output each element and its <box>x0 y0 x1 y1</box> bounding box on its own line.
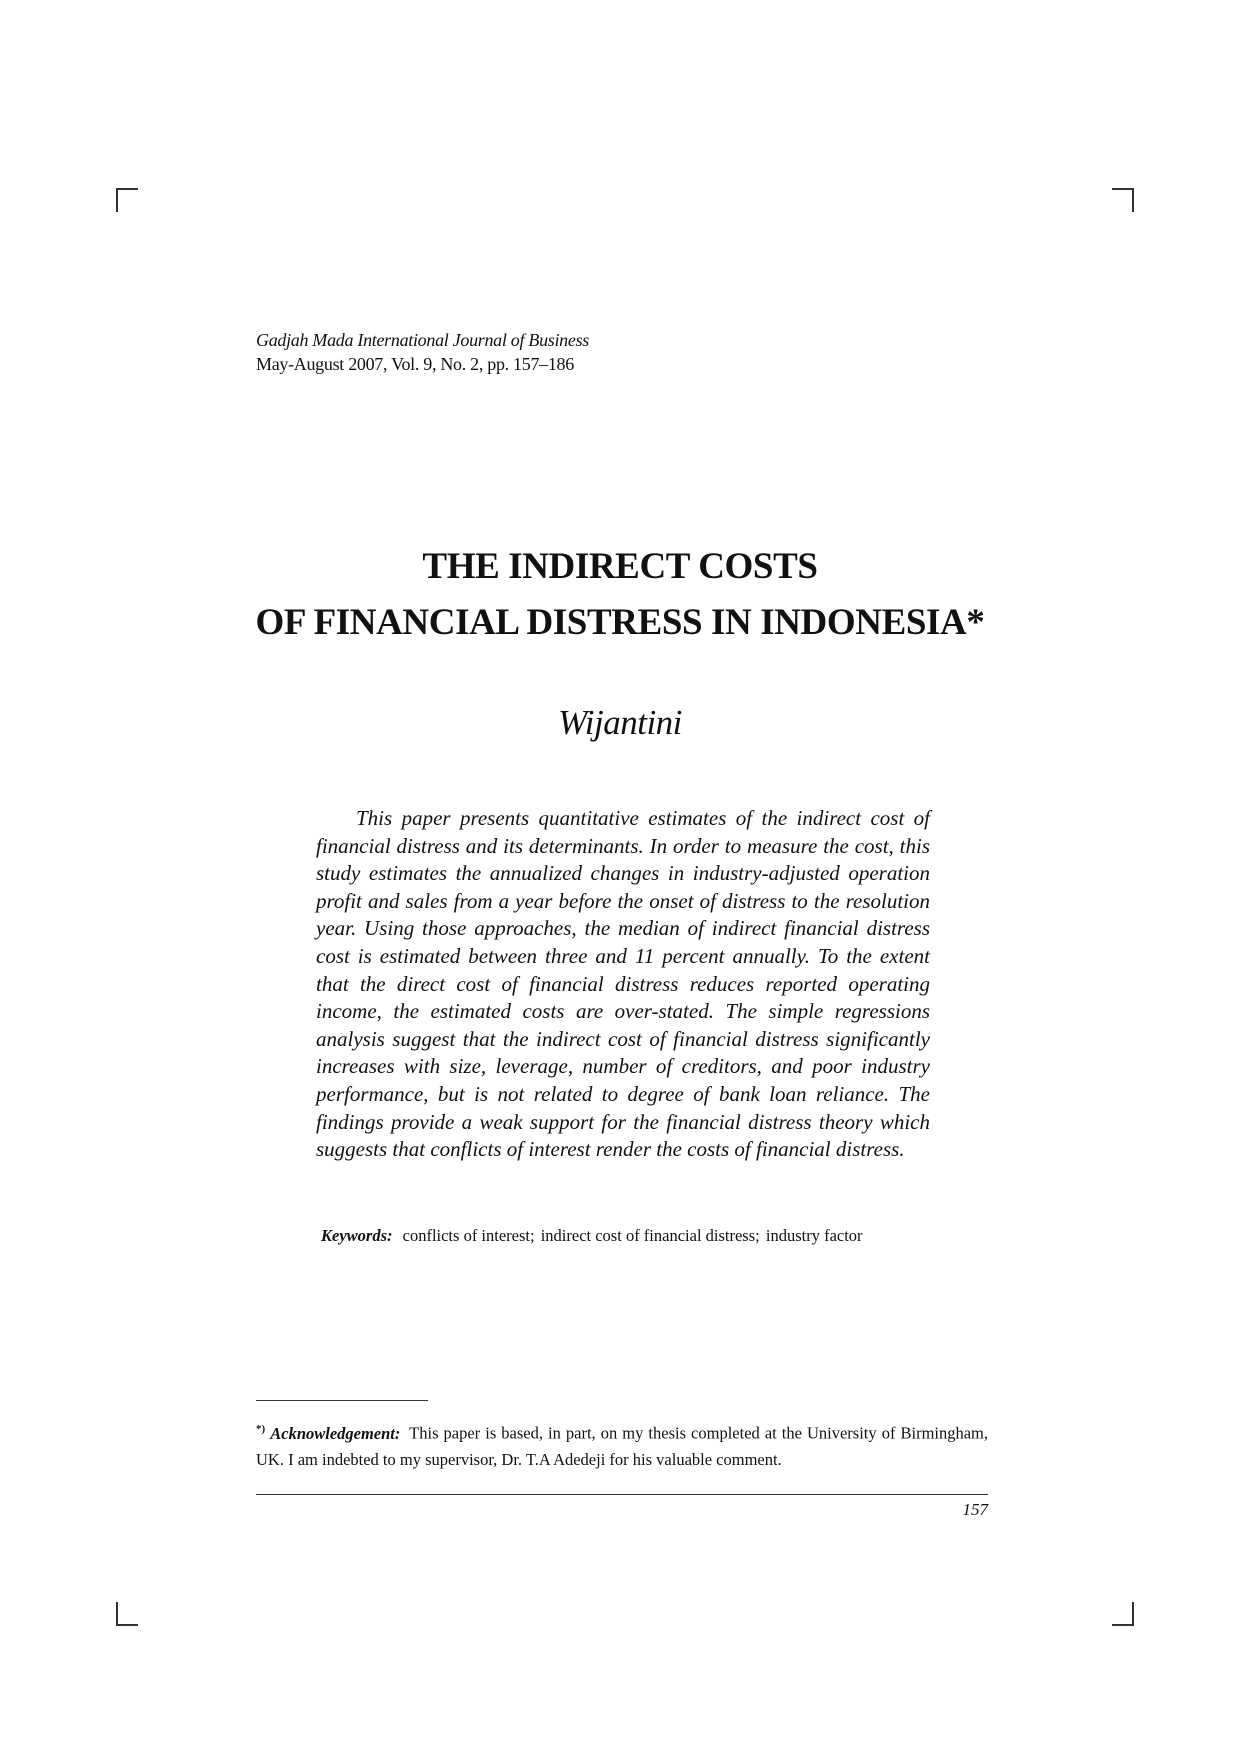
footnote-mark: *) <box>256 1423 266 1435</box>
crop-mark-top-left <box>116 188 138 212</box>
keyword-item: conflicts of interest; <box>402 1226 535 1245</box>
keyword-item: industry factor <box>765 1226 863 1245</box>
title-line-2: OF FINANCIAL DISTRESS IN INDONESIA* <box>255 602 985 643</box>
footnote-text: This paper is based, in part, on my thesis completed at the University of Birmingham, UK. I am indebted to my supervisor, Dr. T.A Adedeji for his valuable comment. <box>256 1423 989 1469</box>
footnote <box>256 1416 988 1473</box>
author-name: Wijantini <box>558 703 682 742</box>
journal-issue: May-August 2007, Vol. 9, No. 2, pp. 157–186 <box>256 354 574 374</box>
crop-mark-top-right <box>1112 188 1134 212</box>
keyword-item: indirect cost of financial distress; <box>540 1226 760 1245</box>
abstract-text: This paper presents quantitative estimates of the indirect cost of financial distress and its determinants. In order to measure the cost, this study estimates the annualized changes in industry-adjusted operation profit and sales from a year before the onset of distress to the resolution year. Using those approaches, the median of indirect financial distress cost is estimated between three and 11 percent annually. To the extent that the direct cost of financial distress reduces reported operating income, the estimated costs are over-stated. The simple regressions analysis suggest that the indirect cost of financial distress significantly increases with size, leverage, number of creditors, and poor industry performance, but is not related to degree of bank loan reliance. The findings provide a weak support for the financial distress theory which suggests that conflicts of interest render the costs of financial distress. <box>316 806 930 1162</box>
crop-mark-bottom-left <box>116 1602 138 1626</box>
page-footer-rule <box>256 1494 988 1495</box>
keywords <box>321 1226 933 1246</box>
keywords-label: Keywords: <box>321 1226 393 1245</box>
journal-header <box>256 328 589 376</box>
footnote-divider <box>256 1400 428 1401</box>
crop-mark-bottom-right <box>1112 1602 1134 1626</box>
footnote-label: Acknowledgement: <box>270 1423 401 1443</box>
title-line-1: THE INDIRECT COSTS <box>422 546 818 587</box>
abstract <box>316 805 930 1164</box>
journal-name: Gadjah Mada International Journal of Business <box>256 330 589 350</box>
page-number: 157 <box>962 1500 988 1519</box>
paper-title <box>0 539 1240 651</box>
